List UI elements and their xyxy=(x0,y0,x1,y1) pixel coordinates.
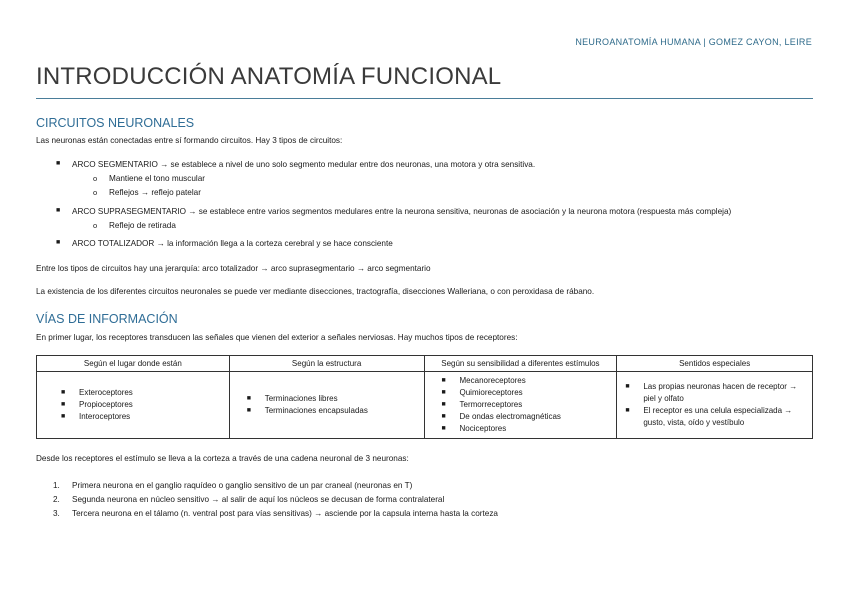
item-number: 2. xyxy=(53,495,60,504)
table-header: Según la estructura xyxy=(229,356,424,372)
bullet-square-icon: ■ xyxy=(56,207,61,214)
ordered-item xyxy=(53,495,445,504)
cell-list-item: ■ Mecanoreceptores xyxy=(441,376,526,385)
list-item-text: ARCO SUPRASEGMENTARIO → se establece entre varios segmentos medulares entre la neurona sensitiva, neuronas de asociación y la neurona motora (respuesta más compleja) xyxy=(72,207,732,216)
section-heading-circuitos: CIRCUITOS NEURONALES xyxy=(36,116,195,130)
section1-intro: Las neuronas están conectadas entre sí formando circuitos. Hay 3 tipos de circuitos: xyxy=(36,136,343,145)
bullet-square-icon: ■ xyxy=(56,160,61,167)
list-item-arco-totalizador xyxy=(56,239,393,248)
ordered-item-text: Segunda neurona en núcleo sensitivo → al salir de aquí los núcleos se decusan de forma contralateral xyxy=(72,495,445,504)
table-header: Sentidos especiales xyxy=(617,356,813,372)
cell-list-item: ■ Quimioreceptores xyxy=(441,388,523,397)
cell-list-item: ■ Exteroceptores xyxy=(61,388,133,397)
title-divider xyxy=(36,98,813,99)
receptor-table xyxy=(36,355,813,439)
table-cell xyxy=(424,372,617,439)
running-header: NEUROANATOMÍA HUMANA | GOMEZ CAYON, LEIRE xyxy=(575,37,812,47)
bullet-circle-icon: o xyxy=(93,174,98,183)
ordered-item-text: Primera neurona en el ganglio raquídeo o ganglio sensitivo de un par craneal (neuronas en T) xyxy=(72,481,413,490)
list-item-text: ARCO SEGMENTARIO → se establece a nivel de uno solo segmento medular entre dos neuronas, una motora y otra sensitiva. xyxy=(72,160,536,169)
list-item-arco-suprasegmentario xyxy=(56,207,732,216)
page-title: INTRODUCCIÓN ANATOMÍA FUNCIONAL xyxy=(36,63,502,90)
cell-list-item: ■ El receptor es una celula especializada → gusto, vista, oído y vestíbulo xyxy=(625,406,793,427)
cell-list-item: ■ Termorreceptores xyxy=(441,400,523,409)
cell-list-item: ■ De ondas electromagnéticas xyxy=(441,412,561,421)
bullet-circle-icon: o xyxy=(93,221,98,230)
bullet-square-icon: ■ xyxy=(56,239,61,246)
cell-list-item: ■ Interoceptores xyxy=(61,412,131,421)
item-number: 3. xyxy=(53,509,60,518)
section2-intro: En primer lugar, los receptores transducen las señales que vienen del exterior a señales nerviosas. Hay muchos tipos de receptores: xyxy=(36,333,518,342)
methods-paragraph: La existencia de los diferentes circuitos neuronales se puede ver mediante disecciones, tractografía, disecciones Walleriana, o con peroxidasa de rábano. xyxy=(36,287,595,296)
table-header-row xyxy=(37,356,813,372)
ordered-item xyxy=(53,481,413,490)
sub-item xyxy=(93,188,201,197)
cell-list-item: ■ Las propias neuronas hacen de receptor → piel y olfato xyxy=(625,382,798,403)
sub-item-text: Mantiene el tono muscular xyxy=(109,174,206,183)
item-number: 1. xyxy=(53,481,60,490)
table-header: Según su sensibilidad a diferentes estímulos xyxy=(424,356,617,372)
sub-item xyxy=(93,221,176,230)
hierarchy-paragraph: Entre los tipos de circuitos hay una jerarquía: arco totalizador → arco suprasegmentario → arco segmentario xyxy=(36,264,431,273)
table-cell xyxy=(617,372,813,439)
cell-list-item: ■ Nociceptores xyxy=(441,424,507,433)
table-row xyxy=(37,372,813,439)
sub-item-text: Reflejos → reflejo patelar xyxy=(109,188,201,197)
ordered-item xyxy=(53,509,498,518)
sub-item xyxy=(93,174,206,183)
cell-list-item: ■ Propioceptores xyxy=(61,400,133,409)
list-item-arco-segmentario xyxy=(56,160,536,169)
table-cell xyxy=(229,372,424,439)
list-item-text: ARCO TOTALIZADOR → la información llega a la corteza cerebral y se hace consciente xyxy=(72,239,393,248)
cell-list-item: ■ Terminaciones encapsuladas xyxy=(246,406,368,415)
section-heading-vias: VÍAS DE INFORMACIÓN xyxy=(36,312,178,326)
sub-item-text: Reflejo de retirada xyxy=(109,221,176,230)
chain-intro: Desde los receptores el estímulo se lleva a la corteza a través de una cadena neuronal de 3 neuronas: xyxy=(36,454,409,463)
table-cell xyxy=(37,372,230,439)
ordered-item-text: Tercera neurona en el tálamo (n. ventral post para vías sensitivas) → asciende por la capsula interna hasta la corteza xyxy=(72,509,498,518)
table-header: Según el lugar donde están xyxy=(37,356,230,372)
cell-list-item: ■ Terminaciones libres xyxy=(246,394,338,403)
bullet-circle-icon: o xyxy=(93,188,98,197)
